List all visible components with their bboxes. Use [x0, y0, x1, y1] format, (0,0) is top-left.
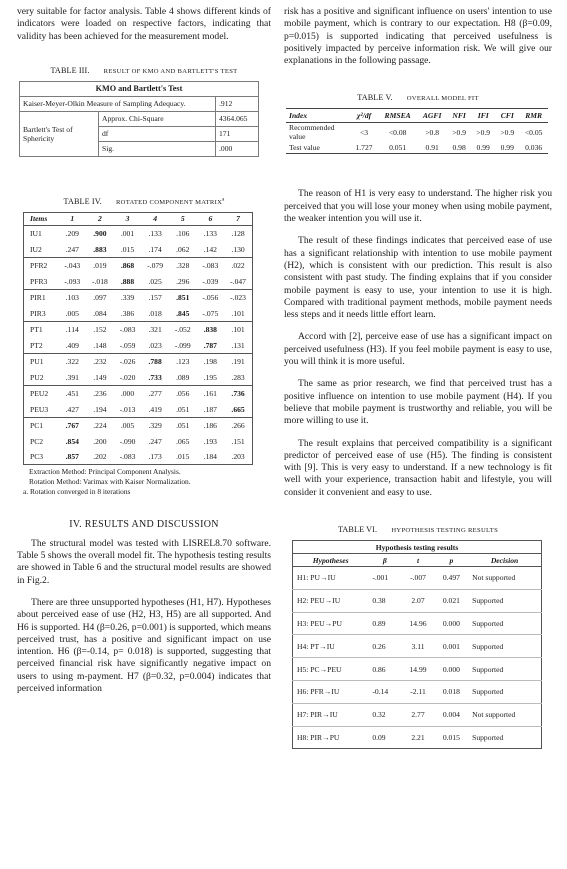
hypothesis-label: H2: PEU→IU [293, 589, 369, 612]
loading-value: .391 [65, 372, 79, 382]
loading-value: .386 [120, 308, 135, 318]
left-column [17, 6, 271, 695]
loading-value: .103 [58, 289, 86, 305]
fit-index-header: Index [286, 109, 350, 123]
loading-value: .236 [86, 385, 114, 401]
table4-number: TABLE IV. [63, 196, 102, 206]
table-row [24, 353, 253, 369]
loading-value: .019 [86, 257, 114, 273]
stat-value: -.001 [368, 567, 401, 590]
loading-value: .101 [224, 321, 252, 337]
loading-value: .005 [65, 308, 79, 318]
fit-index-header: NFI [447, 109, 471, 123]
loading-value: .787 [203, 340, 217, 350]
right-intro-paragraph: risk has a positive and significant influence on users' intention to use mobile payment, which is contrary to our expectation. H8 (β=0.09, p=0.015) is supported indicating that perceived usefulness is positively impacted by perceive information risk. We will give our explanations in the following passage. [284, 6, 552, 67]
loading-value: .451 [58, 385, 86, 401]
table-row [24, 337, 253, 353]
item-label: PIR3 [24, 305, 59, 321]
loading-value: .152 [86, 321, 114, 337]
stat-value: 0.32 [368, 703, 401, 726]
bartlett-row-label: Sig. [99, 141, 216, 156]
loading-value: .888 [120, 276, 135, 286]
table-row [24, 401, 253, 417]
stat-value: 0.018 [435, 681, 468, 704]
table-row [24, 273, 253, 289]
loading-value: .193 [203, 436, 217, 446]
loading-value: -.083 [197, 257, 225, 273]
loading-value: -.020 [119, 372, 136, 382]
stat-value: 0.004 [435, 703, 468, 726]
kmo-table-header: KMO and Bartlett's Test [20, 81, 259, 96]
loading-value: .000 [114, 385, 142, 401]
loading-value: .665 [224, 401, 252, 417]
table6-title: HYPOTHESIS TESTING RESULTS [391, 527, 499, 535]
loading-value: -.083 [114, 449, 142, 465]
loading-value: -.059 [119, 340, 136, 350]
component-header: 6 [197, 212, 225, 225]
table-row [24, 417, 253, 433]
rotated-component-matrix-table [23, 212, 253, 466]
table4-caption [17, 197, 271, 206]
item-label: PU2 [24, 369, 59, 385]
kmo-table [19, 81, 259, 157]
model-fit-table [286, 108, 548, 154]
loading-value: .173 [141, 449, 169, 465]
fit-value: 0.98 [447, 141, 471, 154]
body-paragraph: The structural model was tested with LISREL8.70 software. Table 5 shows the overall model fit. The hypothesis testing results are showed in Table 6 and the structural model results are showed in Fig.2. [17, 537, 271, 586]
footnote: a. Rotation converged in 8 iterations [23, 486, 131, 496]
stat-value: 14.99 [401, 658, 434, 681]
table3-number: TABLE III. [50, 65, 90, 75]
table5-number: TABLE V. [357, 93, 393, 103]
loading-value: -.099 [174, 340, 191, 350]
table-row [24, 321, 253, 337]
stat-value: 14.96 [401, 612, 434, 635]
decision-value: Supported [468, 658, 541, 681]
decision-value: Supported [468, 612, 541, 635]
footnote: Extraction Method: Principal Component Analysis. [29, 467, 181, 477]
decision-value: Supported [468, 589, 541, 612]
loading-value: .900 [93, 229, 107, 239]
loading-value: .128 [224, 225, 252, 241]
loading-value: .015 [169, 449, 197, 465]
loading-value: .736 [224, 385, 252, 401]
loading-value: -.018 [91, 276, 108, 286]
loading-value: .883 [93, 244, 107, 254]
fit-value: 0.91 [417, 141, 447, 154]
loading-value: -.056 [197, 289, 225, 305]
loading-value: .247 [148, 436, 162, 446]
loading-value: .277 [141, 385, 169, 401]
table-row [24, 433, 253, 449]
fit-index-header: RMSEA [378, 109, 417, 123]
item-label: PEU3 [24, 401, 59, 417]
table4-title: ROTATED COMPONENT MATRIX [115, 198, 223, 206]
table4-sup: a [222, 197, 225, 203]
stat-value: 0.38 [368, 589, 401, 612]
fit-value: 1.727 [350, 141, 378, 154]
loading-value: .296 [176, 276, 190, 286]
loading-value: -.075 [202, 308, 219, 318]
loading-value: .203 [224, 449, 252, 465]
loading-value: .023 [148, 340, 162, 350]
decision-value: Supported [468, 726, 541, 749]
row-label: Test value [286, 141, 350, 154]
item-label: PEU2 [24, 385, 59, 401]
loading-value: .161 [197, 385, 225, 401]
table5-caption [284, 93, 552, 102]
loading-value: .123 [169, 353, 197, 369]
loading-value: .101 [224, 305, 252, 321]
stat-value: 0.000 [435, 658, 468, 681]
component-header: 5 [169, 212, 197, 225]
loading-value: .025 [148, 276, 162, 286]
loading-value: .005 [114, 417, 142, 433]
table-row [293, 681, 542, 704]
loading-value: .018 [148, 308, 162, 318]
item-label: IU1 [24, 225, 59, 241]
loading-value: .130 [224, 241, 252, 257]
stat-value: 2.77 [401, 703, 434, 726]
table4-footnotes [17, 467, 271, 496]
loading-value: .065 [176, 436, 190, 446]
table3-caption [17, 66, 271, 75]
bartlett-row-label: Approx. Chi-Square [99, 111, 216, 126]
table-row [24, 369, 253, 385]
loading-value: .419 [148, 404, 162, 414]
hypothesis-column-header: t [401, 554, 434, 567]
loading-value: .202 [86, 449, 114, 465]
decision-value: Supported [468, 635, 541, 658]
item-label: IU2 [24, 241, 59, 257]
table-row [293, 726, 542, 749]
kmo-label: Kaiser-Meyer-Olkin Measure of Sampling Adequacy. [20, 96, 216, 111]
loading-value: .015 [120, 244, 135, 254]
hypothesis-label: H3: PEU→PU [293, 612, 369, 635]
loading-value: -.047 [224, 273, 252, 289]
table-row [24, 385, 253, 401]
loading-value: .133 [148, 229, 162, 239]
bartlett-row-value: 4364.065 [216, 111, 259, 126]
loading-value: .114 [58, 321, 86, 337]
loading-value: .427 [65, 404, 79, 414]
item-label: PIR1 [24, 289, 59, 305]
fit-value: 0.99 [495, 141, 519, 154]
table-row [293, 612, 542, 635]
loading-value: .224 [86, 417, 114, 433]
loading-value: .857 [58, 449, 86, 465]
kmo-value: .912 [216, 96, 259, 111]
loading-value: -.079 [141, 257, 169, 273]
loading-value: .191 [224, 353, 252, 369]
stat-value: 3.11 [401, 635, 434, 658]
loading-value: .062 [176, 244, 190, 254]
table6-header: Hypothesis testing results [293, 541, 542, 554]
table-row [24, 289, 253, 305]
stat-value: 0.26 [368, 635, 401, 658]
loading-value: .266 [224, 417, 252, 433]
bartlett-row-value: 171 [216, 126, 259, 141]
loading-value: .174 [148, 244, 162, 254]
hypothesis-label: H4: PT→IU [293, 635, 369, 658]
loading-value: .321 [141, 321, 169, 337]
stat-value: 0.000 [435, 612, 468, 635]
loading-value: .089 [176, 372, 190, 382]
table-row [286, 123, 548, 142]
item-label: PC2 [24, 433, 59, 449]
loading-value: .084 [93, 308, 107, 318]
table-row [24, 225, 253, 241]
stat-value: 0.021 [435, 589, 468, 612]
loading-value: .056 [169, 385, 197, 401]
fit-index-header: CFI [495, 109, 519, 123]
loading-value: .788 [141, 353, 169, 369]
hypothesis-column-header: p [435, 554, 468, 567]
loading-value: -.090 [119, 436, 136, 446]
stat-value: -0.14 [368, 681, 401, 704]
loading-value: .283 [224, 369, 252, 385]
loading-value: .854 [65, 436, 79, 446]
item-label: PFR2 [24, 257, 59, 273]
loading-value: .186 [197, 417, 225, 433]
table-row [293, 567, 542, 590]
fit-value: >0.9 [452, 127, 467, 137]
table6-header-row [293, 554, 542, 567]
loading-value: .767 [58, 417, 86, 433]
fit-index-header: IFI [471, 109, 495, 123]
table-row [293, 635, 542, 658]
loading-value: .148 [93, 340, 107, 350]
section-number: IV. [69, 518, 82, 530]
loading-value: .051 [169, 417, 197, 433]
bartlett-row-value: .000 [216, 141, 259, 156]
component-header: 7 [224, 212, 252, 225]
fit-value: >0.9 [476, 127, 491, 137]
bartlett-label: Bartlett's Test of Sphericity [20, 111, 99, 156]
fit-value: <0.08 [388, 127, 407, 137]
fit-value: 0.036 [519, 141, 548, 154]
loading-value: .022 [224, 257, 252, 273]
hypothesis-label: H6: PFR→IU [293, 681, 369, 704]
loading-value: .133 [203, 229, 217, 239]
section-title: RESULTS AND DISCUSSION [84, 518, 219, 530]
fit-index-header: χ²/df [350, 109, 378, 123]
items-header: Items [24, 212, 59, 225]
table-row [286, 141, 548, 154]
table-row [24, 257, 253, 273]
component-header: 3 [114, 212, 142, 225]
fit-value: 0.99 [471, 141, 495, 154]
table-row [293, 589, 542, 612]
loading-value: .151 [224, 433, 252, 449]
table-row [293, 703, 542, 726]
stat-value: 2.07 [401, 589, 434, 612]
hypothesis-column-header: Hypotheses [293, 554, 369, 567]
loading-value: .329 [141, 417, 169, 433]
component-header: 1 [58, 212, 86, 225]
stat-value: 0.89 [368, 612, 401, 635]
loading-value: .198 [197, 353, 225, 369]
loading-value: .149 [93, 372, 107, 382]
stat-value: 0.86 [368, 658, 401, 681]
body-paragraph: The result explains that perceived compatibility is a significant predictor of perceived ease of use (H5). The finding is consistent with [9]. This is very easy to understand. If a new technology is fit well with your experience, transaction habit and lifestyle, you will consider it convenient and easy to use. [284, 437, 552, 498]
decision-value: Not supported [468, 703, 541, 726]
loading-value: .209 [65, 229, 79, 239]
fit-value: <3 [359, 127, 369, 137]
fit-value: 0.051 [378, 141, 417, 154]
component-header: 4 [141, 212, 169, 225]
item-label: PT1 [24, 321, 59, 337]
loading-value: .195 [203, 372, 217, 382]
stat-value: 0.015 [435, 726, 468, 749]
table6-number: TABLE VI. [337, 525, 378, 535]
loading-value: .845 [176, 308, 190, 318]
table-row [293, 658, 542, 681]
hypothesis-column-header: β [368, 554, 401, 567]
stat-value: 0.497 [435, 567, 468, 590]
bartlett-row-label: df [99, 126, 216, 141]
loading-value: -.013 [119, 404, 136, 414]
body-paragraph: The result of these findings indicates that perceived ease of use has a significant relationship with intention to use mobile payment (H2), which is consistent with our prediction. This result is also consistent with past study. The finding explains that if you consider mobile payment is easy to use, your intention to use it is high. Compared with traditional payment methods, mobile payment needs less steps and it needs little effort learn. [284, 235, 552, 321]
body-paragraph: The same as prior research, we find that perceived trust has a positive influence on intention to use mobile payment (H4). If you believe that mobile payment is trustworthy and reliable, you will be more willing to use it. [284, 378, 552, 427]
table5-title: OVERALL MODEL FIT [406, 95, 479, 103]
loading-value: .051 [176, 404, 190, 414]
loading-value: -.083 [114, 321, 142, 337]
loading-value: .838 [197, 321, 225, 337]
loading-value: -.093 [64, 276, 81, 286]
table3-title: RESULT OF KMO AND BARTLETT'S TEST [103, 67, 238, 75]
decision-value: Not supported [468, 567, 541, 590]
left-intro-paragraph: very suitable for factor analysis. Table 4 shows different kinds of indicators were loaded on respective factors, indicating that validity has been achieved for the measurement model. [17, 6, 271, 42]
hypothesis-table [292, 540, 542, 749]
loading-value: .247 [65, 244, 79, 254]
loading-value: .733 [148, 372, 162, 382]
body-paragraph: Accord with [2], perceive ease of use has a significant impact on perceived usefulness (H3). If you feel mobile payment is easy to use, you will think it is more useful. [284, 331, 552, 368]
footnote: Rotation Method: Varimax with Kaiser Normalization. [29, 477, 191, 487]
item-label: PU1 [24, 353, 59, 369]
loading-value: .328 [169, 257, 197, 273]
fit-value: <0.05 [524, 127, 543, 137]
stat-value: 2.21 [401, 726, 434, 749]
loading-value: -.023 [224, 289, 252, 305]
table-row [24, 305, 253, 321]
right-column [284, 6, 552, 749]
stat-value: -2.11 [401, 681, 434, 704]
stat-value: 0.001 [435, 635, 468, 658]
table5-header-row [286, 109, 548, 123]
fit-value: >0.8 [425, 127, 440, 137]
loading-value: -.052 [169, 321, 197, 337]
section-heading [17, 519, 271, 530]
table-row [24, 241, 253, 257]
loading-value: .187 [203, 404, 217, 414]
item-label: PFR3 [24, 273, 59, 289]
loading-value: .322 [58, 353, 86, 369]
body-paragraph: There are three unsupported hypotheses (H1, H7). Hypotheses about perceived ease of use (H2, H3, H5) are all supported. And H6 is supported. H4 (β=0.26, p=0.001) is supported, which means perceived trust, has a positive and significant impact on use intention. H6 (β=-0.14, p= 0.018) is supported, suggesting that perceived financial risk have significantly negative impact on users to using m-payment. H7 (β=0.32, p=0.004) indicates that perceived information [17, 596, 271, 695]
loading-value: .131 [224, 337, 252, 353]
fit-index-header: RMR [519, 109, 548, 123]
hypothesis-label: H1: PU→IU [293, 567, 369, 590]
loading-value: -.039 [202, 276, 219, 286]
loading-value: -.043 [58, 257, 86, 273]
hypothesis-label: H7: PIR→IU [293, 703, 369, 726]
body-paragraph: The reason of H1 is very easy to understand. The higher risk you perceived that you will lose your money when using mobile payment, the weaker intention you will use it. [284, 188, 552, 225]
loading-value: .194 [93, 404, 107, 414]
loading-value: .232 [86, 353, 114, 369]
loading-value: .001 [120, 229, 135, 239]
component-header: 2 [86, 212, 114, 225]
loading-value: .184 [197, 449, 225, 465]
table4-header-row [24, 212, 253, 225]
hypothesis-label: H5: PC→PEU [293, 658, 369, 681]
loading-value: .868 [114, 257, 142, 273]
loading-value: .851 [169, 289, 197, 305]
fit-index-header: AGFI [417, 109, 447, 123]
table-row [24, 449, 253, 465]
hypothesis-label: H8: PIR→PU [293, 726, 369, 749]
row-label: Recommended value [289, 123, 335, 142]
table6-caption [284, 525, 552, 534]
loading-value: -.026 [114, 353, 142, 369]
fit-value: >0.9 [500, 127, 515, 137]
loading-value: .106 [176, 229, 190, 239]
loading-value: .097 [86, 289, 114, 305]
loading-value: .409 [65, 340, 79, 350]
item-label: PC3 [24, 449, 59, 465]
loading-value: .157 [141, 289, 169, 305]
stat-value: -.007 [401, 567, 434, 590]
stat-value: 0.09 [368, 726, 401, 749]
loading-value: .200 [93, 436, 107, 446]
loading-value: .339 [114, 289, 142, 305]
hypothesis-column-header: Decision [468, 554, 541, 567]
decision-value: Supported [468, 681, 541, 704]
loading-value: .142 [203, 244, 217, 254]
item-label: PT2 [24, 337, 59, 353]
item-label: PC1 [24, 417, 59, 433]
